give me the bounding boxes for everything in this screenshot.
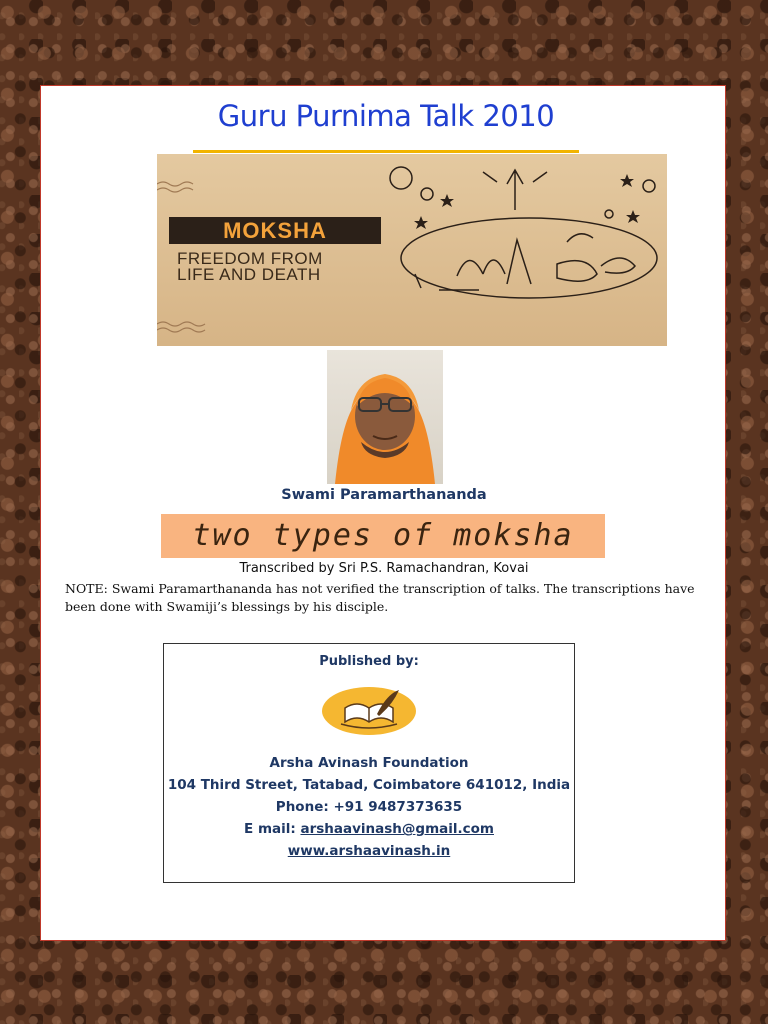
author-name: Swami Paramarthananda xyxy=(281,487,487,503)
transcription-note: NOTE: Swami Paramarthananda has not verified the transcription of talks. The transcriptions have been done with Swamiji’s blessings by his disciple. xyxy=(65,581,695,614)
transcription-credit: Transcribed by Sri P.S. Ramachandran, Kovai xyxy=(239,561,529,576)
publisher-address: 104 Third Street, Tatabad, Coimbatore 641012, India xyxy=(167,777,571,793)
phone-number: +91 9487373635 xyxy=(333,799,463,815)
email-label: E mail: xyxy=(244,821,296,837)
banner-caption-line2: LIFE AND DEATH xyxy=(177,265,321,284)
document-page xyxy=(40,85,726,941)
banner-caption xyxy=(177,251,387,283)
author-portrait xyxy=(327,350,443,484)
portrait-icon xyxy=(327,350,443,484)
page-title: Guru Purnima Talk 2010 xyxy=(217,99,555,133)
publisher-box xyxy=(163,643,575,883)
publisher-website xyxy=(164,840,574,862)
title-underline xyxy=(193,150,579,153)
publisher-email xyxy=(164,818,574,840)
publisher-name: Arsha Avinash Foundation xyxy=(269,755,469,771)
email-link[interactable]: arshaavinash@gmail.com xyxy=(300,821,494,837)
phone-label: Phone: xyxy=(275,799,329,815)
book-quill-icon xyxy=(321,686,417,736)
moksha-banner-image xyxy=(157,154,667,346)
moksha-label: MOKSHA xyxy=(169,217,381,244)
publisher-heading: Published by: xyxy=(319,654,419,669)
website-link[interactable]: www.arshaavinash.in xyxy=(287,843,451,859)
talk-subtitle: two types of moksha xyxy=(192,518,574,553)
banner-caption-line1: FREEDOM FROM xyxy=(177,249,323,268)
subtitle-band xyxy=(161,514,605,558)
publisher-phone xyxy=(164,796,574,818)
